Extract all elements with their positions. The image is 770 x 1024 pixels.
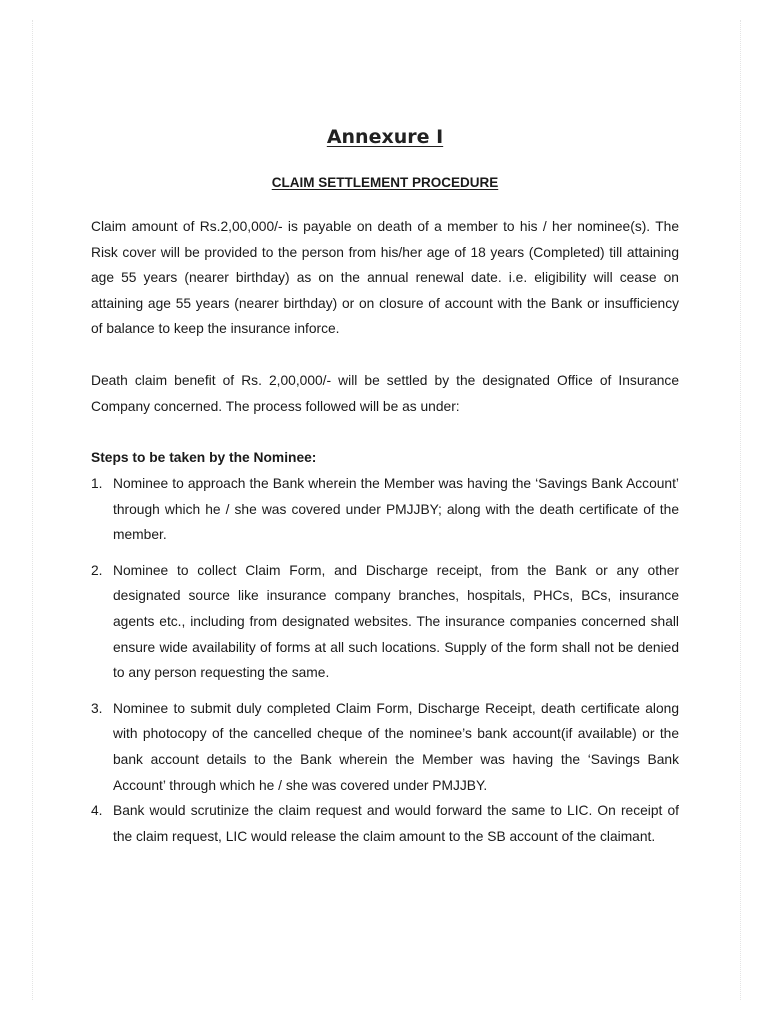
page-edge-left bbox=[32, 20, 33, 1000]
step-text: Nominee to submit duly completed Claim Form, Discharge Receipt, death certificate along with photocopy of the cancelled cheque of the nominee’s bank account(if available) or the bank account details to the Bank wherein the Member was having the ‘Savings Bank Account’ through which he / she was covered under PMJJBY. bbox=[113, 700, 679, 793]
document-title: Annexure I bbox=[326, 126, 444, 148]
step-text: Nominee to approach the Bank wherein the Member was having the ‘Savings Bank Account’ through which he / she was covered under PMJJBY; along with the death certificate of the member. bbox=[113, 476, 679, 543]
step-text: Nominee to collect Claim Form, and Discharge receipt, from the Bank or any other designated source like insurance company branches, hospitals, PHCs, BCs, insurance agents etc., including from designated websites. The insurance companies concerned shall ensure wide availability of forms at all such locations. Supply of the form shall not be denied to any person requesting the same. bbox=[113, 562, 679, 681]
step-number: 4. bbox=[91, 803, 103, 819]
list-item bbox=[91, 798, 679, 849]
step-number: 3. bbox=[91, 700, 103, 716]
step-number: 1. bbox=[91, 476, 103, 491]
page-edge-right bbox=[740, 20, 741, 1000]
list-item bbox=[91, 696, 679, 798]
paragraph-death-claim: Death claim benefit of Rs. 2,00,000/- will be settled by the designated Office of Insurance Company concerned. The process followed will be as under: bbox=[91, 373, 679, 414]
document-subtitle: CLAIM SETTLEMENT PROCEDURE bbox=[271, 175, 499, 190]
step-text: Bank would scrutinize the claim request and would forward the same to LIC. On receipt of the claim request, LIC would release the claim amount to the SB account of the claimant. bbox=[113, 803, 679, 844]
list-item bbox=[91, 558, 679, 686]
list-item bbox=[91, 471, 679, 548]
steps-list bbox=[91, 471, 679, 849]
paragraph-claim-amount: Claim amount of Rs.2,00,000/- is payable on death of a member to his / her nominee(s). The Risk cover will be provided to the person from his/her age of 18 years (Completed) till attaining age 55 years (nearer birthday) as on the annual renewal date. i.e. eligibility will cease on attaining age 55 years (nearer birthday) or on closure of account with the Bank or insufficiency of balance to keep the insurance inforce. bbox=[91, 219, 679, 337]
steps-title: Steps to be taken by the Nominee: bbox=[91, 450, 317, 465]
step-number: 2. bbox=[91, 562, 103, 578]
